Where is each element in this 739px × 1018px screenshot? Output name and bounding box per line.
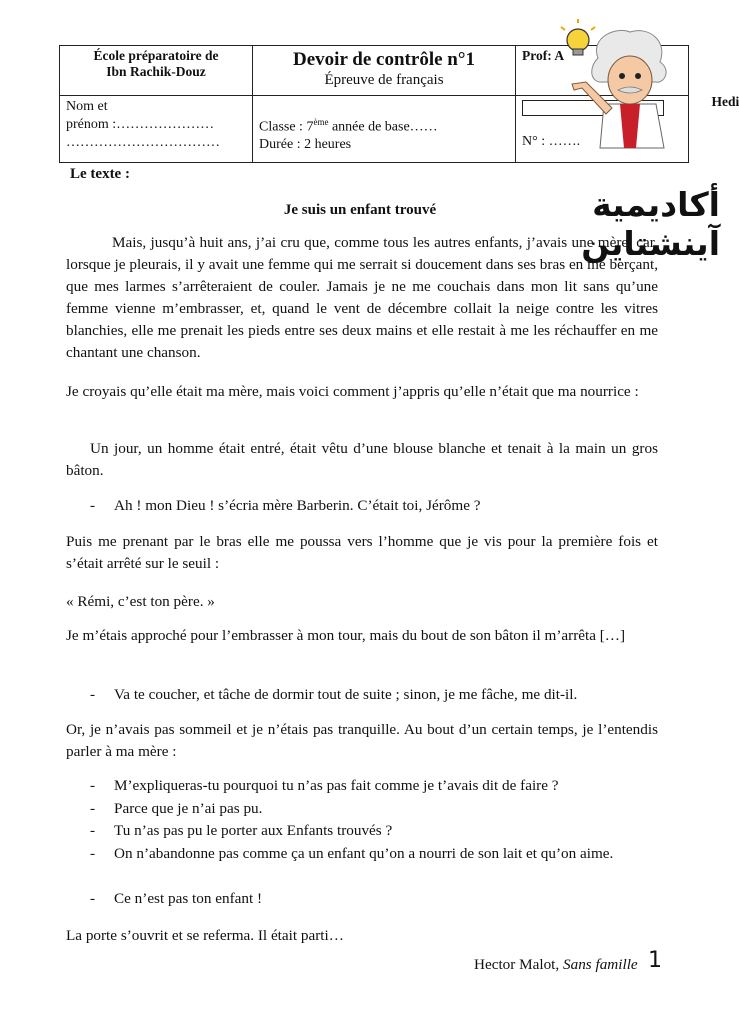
number-label: N° : ……. bbox=[522, 134, 581, 149]
class-label: Classe : 7ème année de base…… bbox=[259, 117, 438, 135]
class-cell bbox=[253, 96, 516, 163]
paragraph-2: Je croyais qu’elle était ma mère, mais voici comment j’appris qu’elle n’était que ma nourrice : bbox=[66, 383, 639, 400]
prof-name: Hedi bbox=[711, 93, 739, 109]
text-title: Je suis un enfant trouvé bbox=[283, 202, 437, 218]
dialogue-item: - On n’abandonne pas comme ça un enfant qu’on a nourri de son lait et qu’on aime. bbox=[90, 845, 614, 862]
source-author: Hector Malot, bbox=[474, 956, 563, 973]
name-field-line[interactable]: prénom :………………… bbox=[66, 117, 215, 132]
page-number: 1 bbox=[648, 948, 662, 973]
paragraph-3: Un jour, un homme était entré, était vêtu d’une blouse blanche et tenait à la main un gros bâton. bbox=[66, 440, 658, 479]
einstein-mascot-icon bbox=[560, 18, 678, 148]
text-section-label: Le texte : bbox=[70, 166, 130, 182]
paragraph-6: Je m’étais approché pour l’embrasser à mon tour, mais du bout de son bâton il m’arrêta […] bbox=[66, 627, 626, 644]
exam-subtitle: Épreuve de français bbox=[324, 72, 444, 88]
source-citation bbox=[474, 956, 638, 974]
name-label: Nom et bbox=[66, 99, 108, 114]
paragraph-5: « Rémi, c’est ton père. » bbox=[66, 593, 215, 610]
name-field-line-2[interactable]: …………………………… bbox=[66, 135, 220, 150]
academy-logo: أكاديمية آينشتاين bbox=[581, 185, 720, 263]
paragraph-4: Puis me prenant par le bras elle me poussa vers l’homme que je vis pour la première fois et s’était arrêté sur le seuil : bbox=[66, 533, 658, 572]
paragraph-1: Mais, jusqu’à huit ans, j’ai cru que, comme tous les autres enfants, j’avais une mère, car, lorsque je pleurais, il y avait une femme qui me serrait si doucement dans ses bras en me berçant, que mes larmes s’arrêteraient de couler. Jamais je ne me couchais dans mon lit sans qu’une femme vienne m’embrasser, et, quand le vent de décembre collait la neige contre les vitres blanchies, elle me prenait les pieds entre ses deux mains et elle restait à me les réchauffer en me chantant une chanson. bbox=[66, 234, 658, 361]
school-name: École préparatoire de bbox=[93, 48, 219, 63]
title-cell bbox=[253, 46, 516, 96]
school-city: Ibn Rachik-Douz bbox=[106, 64, 206, 79]
paragraph-7: Or, je n’avais pas sommeil et je n’étais pas tranquille. Au bout d’un certain temps, je l’entendis parler à ma mère : bbox=[66, 721, 658, 760]
name-cell bbox=[60, 96, 253, 163]
school-cell bbox=[60, 46, 253, 96]
source-work: Sans famille bbox=[563, 956, 638, 973]
paragraph-8: La porte s’ouvrit et se referma. Il était parti… bbox=[66, 927, 344, 944]
duration-label: Durée : 2 heures bbox=[259, 136, 352, 152]
exam-title: Devoir de contrôle n°1 bbox=[293, 49, 475, 70]
prof-label: Prof: A bbox=[522, 48, 565, 63]
